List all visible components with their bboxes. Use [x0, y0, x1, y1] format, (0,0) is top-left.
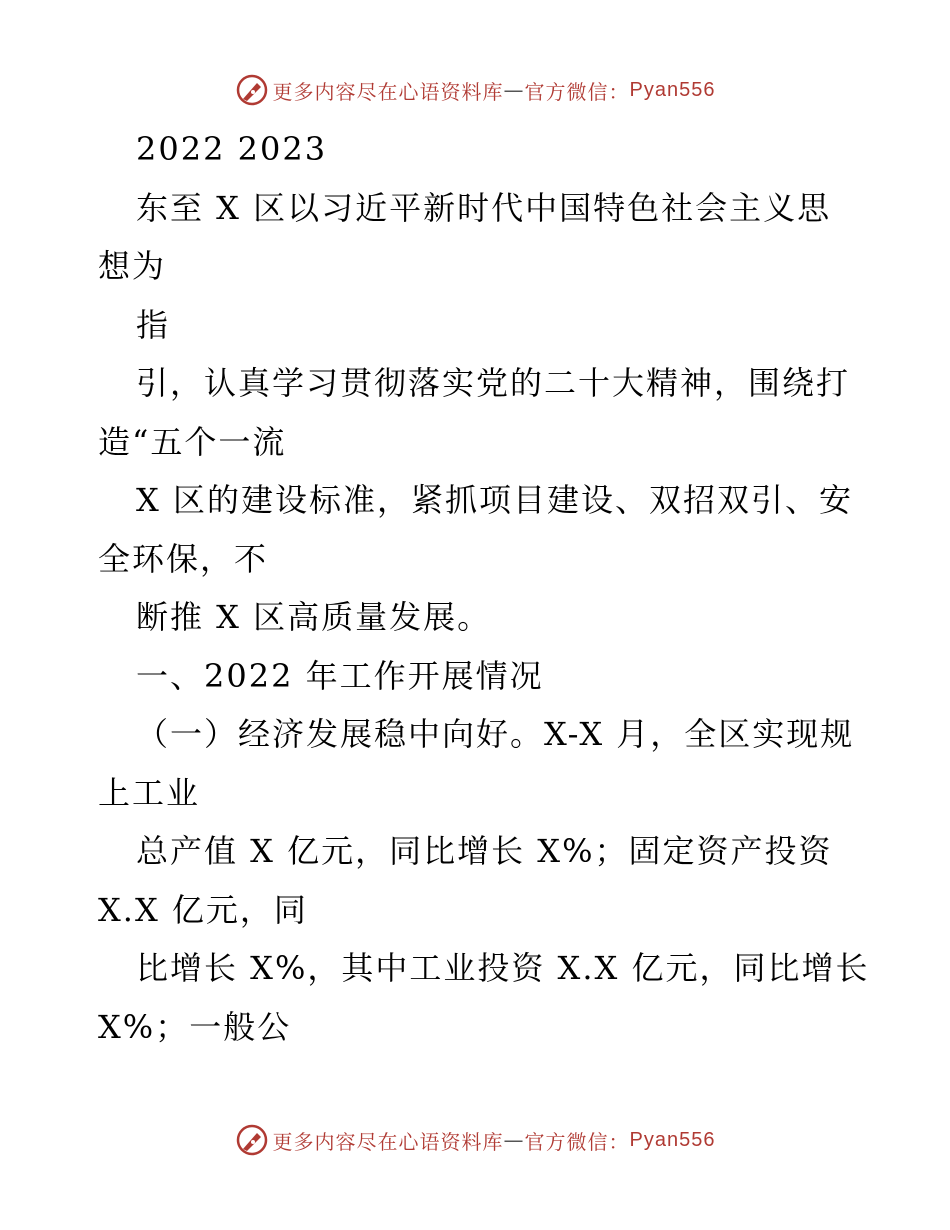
watermark-separator: — — [503, 1128, 525, 1152]
watermark-wechat-label: 官方微信： — [524, 79, 630, 104]
text-line: 比增长 X%，其中工业投资 X.X 亿元，同比增长 — [136, 949, 870, 987]
header-watermark — [0, 70, 950, 110]
watermark-wechat-label: 官方微信： — [524, 1129, 630, 1154]
text-line: 想为 — [98, 247, 167, 285]
text-line: X 区的建设标准，紧抓项目建设、双招双引、安 — [136, 481, 853, 519]
section-heading: 一、2022 年工作开展情况 — [136, 656, 544, 695]
document-body — [98, 120, 870, 1056]
text-line: 引，认真学习贯彻落实党的二十大精神，围绕打 — [136, 364, 851, 402]
watermark-separator: — — [503, 78, 525, 102]
text-line: X%；一般公 — [98, 1007, 292, 1046]
text-line: X.X 亿元，同 — [98, 890, 308, 929]
watermark-wechat-id: Pyan556 — [629, 1128, 716, 1151]
text-line: （一）经济发展稳中向好。X-X 月，全区实现规 — [136, 715, 855, 753]
text-line: 上工业 — [98, 773, 201, 812]
text-line: 东至 X 区以习近平新时代中国特色社会主义思 — [136, 188, 832, 227]
text-line: 断推 X 区高质量发展。 — [136, 598, 492, 636]
pen-logo-icon — [235, 1123, 269, 1157]
text-line: 造“五个一流 — [98, 422, 287, 461]
text-line: 总产值 X 亿元，同比增长 X%；固定资产投资 — [136, 832, 833, 870]
text-line: 2022 2023 — [136, 130, 328, 168]
pen-logo-icon — [235, 73, 269, 107]
watermark-wechat-id: Pyan556 — [629, 78, 716, 101]
watermark-text: 更多内容尽在心语资料库 — [272, 79, 504, 104]
footer-watermark — [0, 1120, 950, 1160]
watermark-text: 更多内容尽在心语资料库 — [272, 1129, 504, 1154]
text-line: 指 — [136, 305, 171, 344]
text-line: 全环保，不 — [98, 539, 269, 578]
